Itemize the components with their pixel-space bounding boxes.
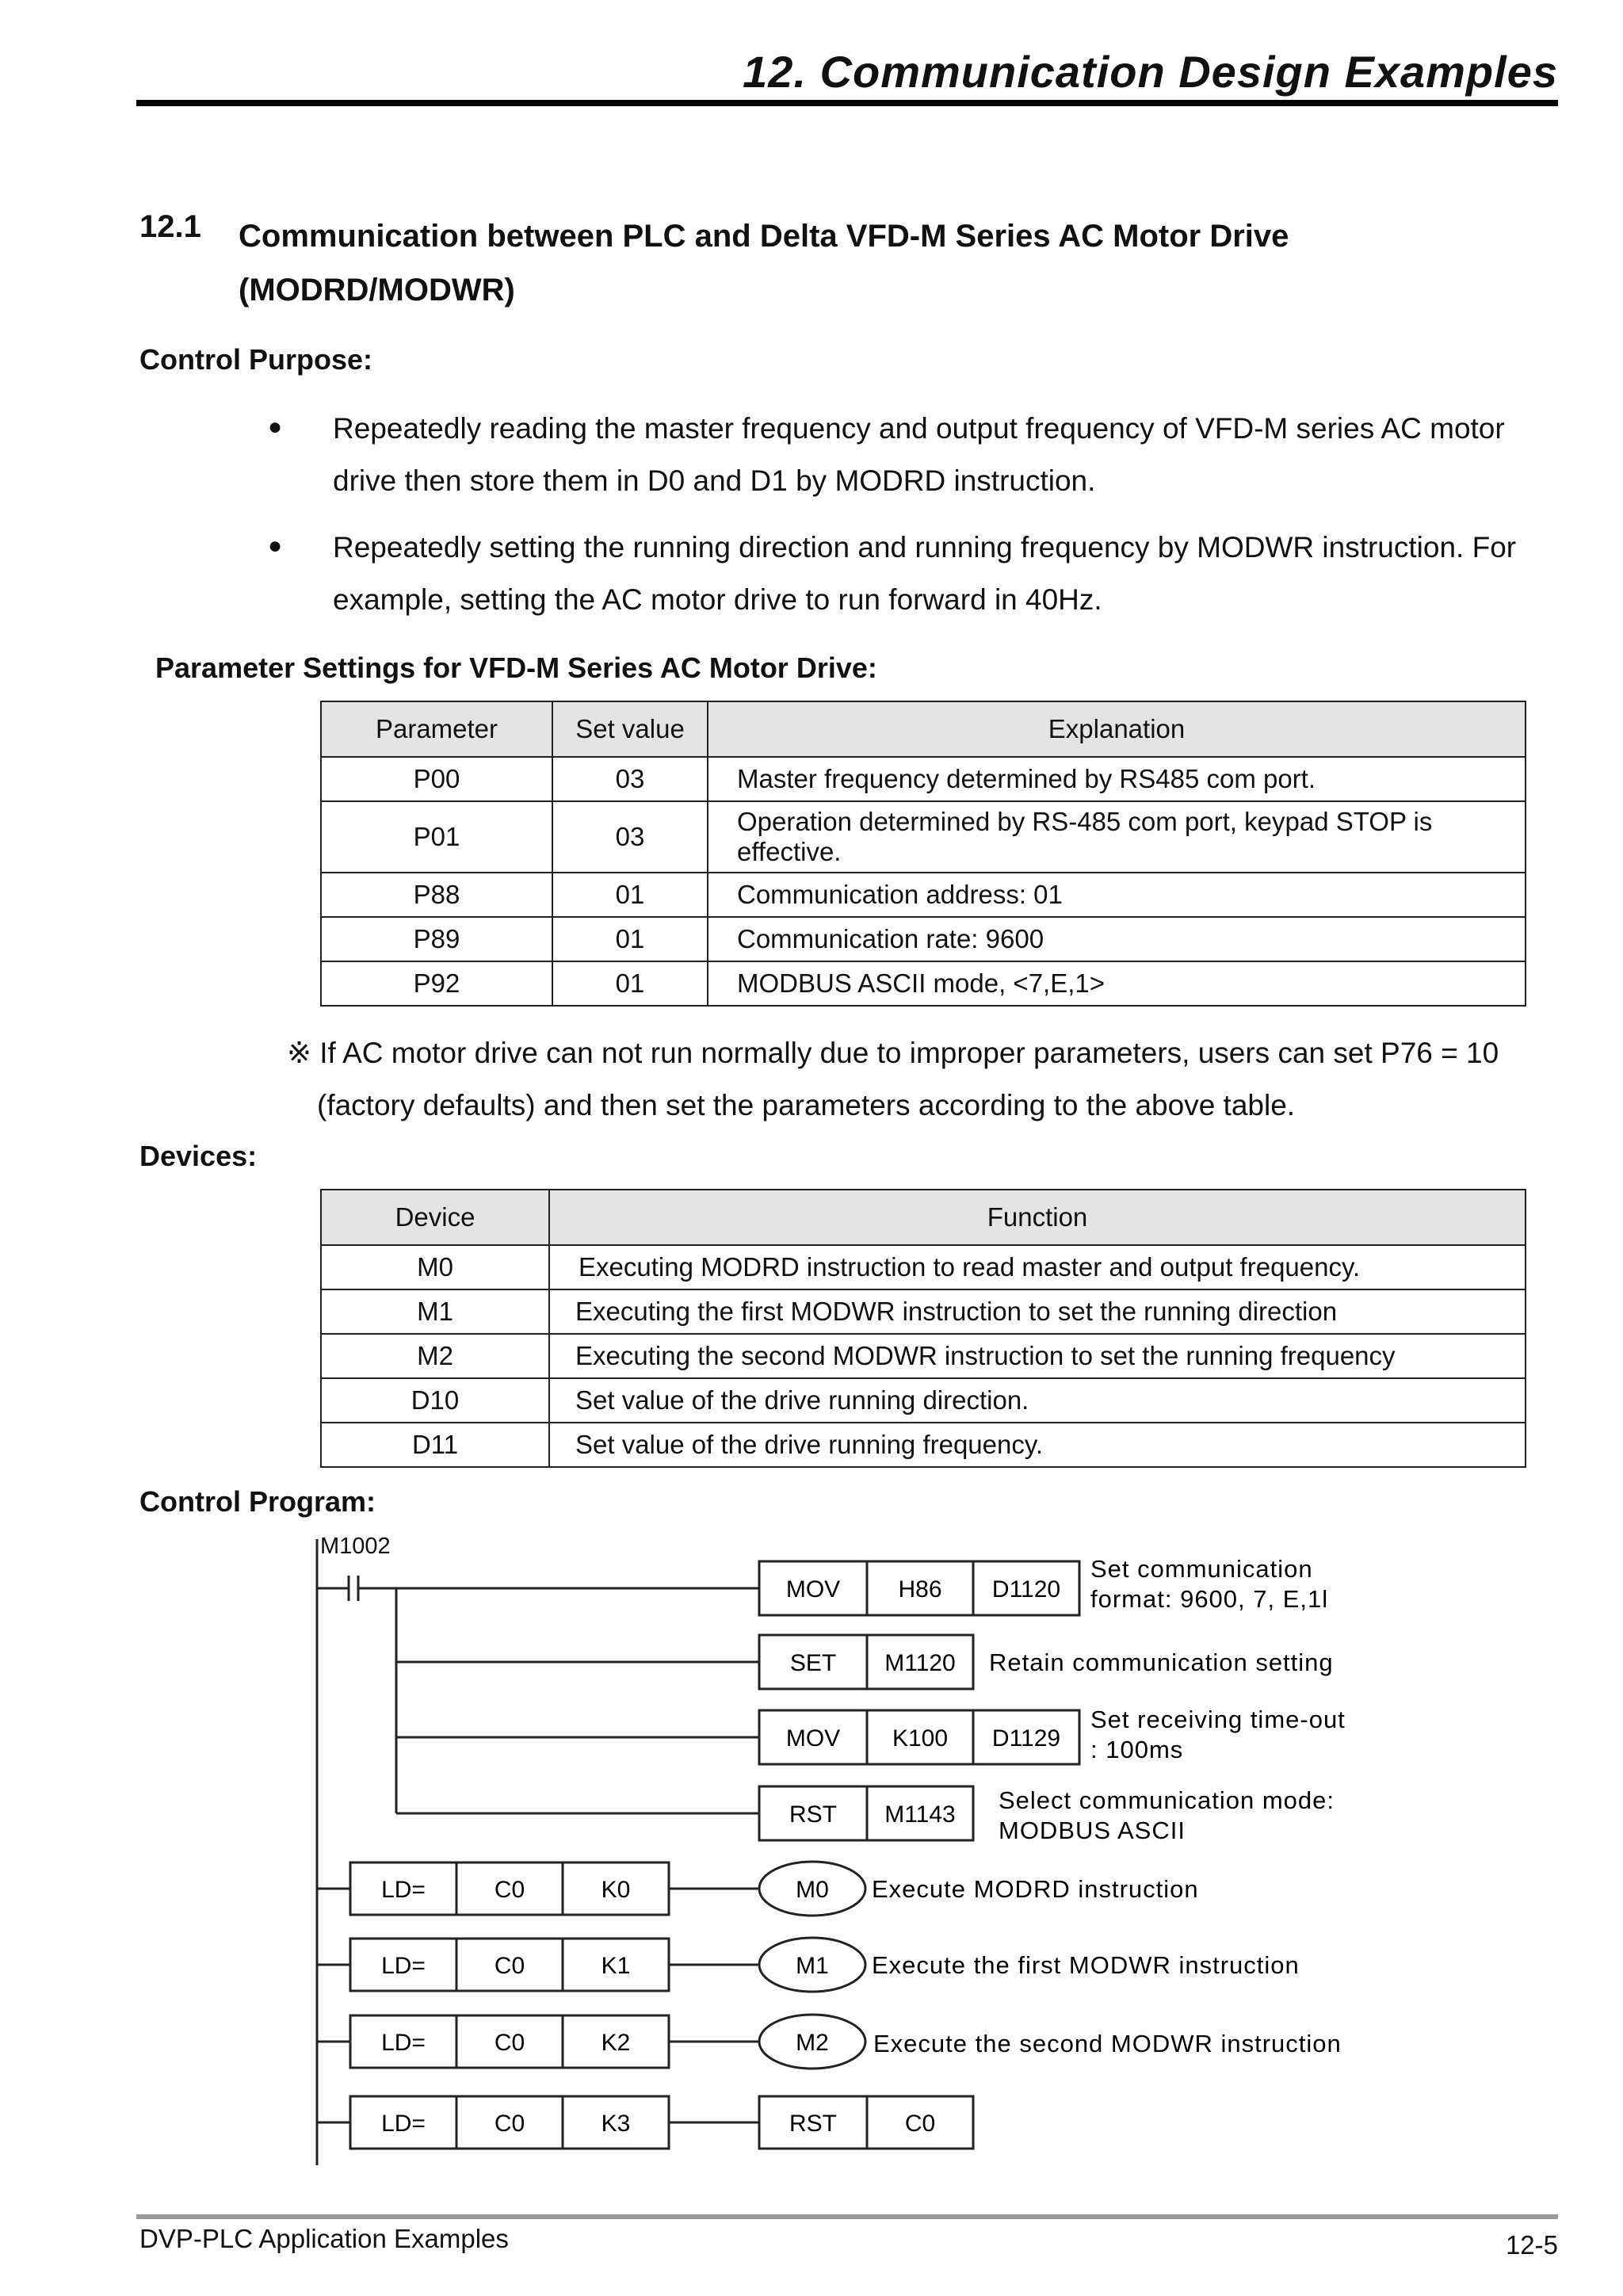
table-cell: D10 [321, 1378, 549, 1423]
compare-operand: LD= [381, 2030, 426, 2056]
table-cell: Communication address: 01 [708, 873, 1526, 917]
table-cell: P01 [321, 801, 552, 873]
table-cell: P89 [321, 917, 552, 961]
rung-comment: Execute MODRD instruction [872, 1875, 1199, 1903]
instruction-operand: MOV [785, 1725, 841, 1752]
purpose-bullet-2: Repeatedly setting the running direction and running frequency by MODWR instruction. For example, setting the AC motor drive to run forward in 40Hz. [333, 531, 1517, 616]
contact-label: M1002 [320, 1534, 391, 1559]
coil-label: M1 [796, 1953, 829, 1979]
section-number: 12.1 [139, 209, 201, 244]
table-cell: Set value of the drive running direction. [549, 1378, 1526, 1423]
table-cell: 01 [552, 873, 708, 917]
instruction-operand: RST [789, 1801, 837, 1828]
rung-comment: Select communication mode: [999, 1786, 1335, 1814]
table-cell: P92 [321, 961, 552, 1006]
compare-operand: K1 [601, 1953, 631, 1979]
instruction-operand: C0 [904, 2111, 936, 2137]
parameter-settings-heading: Parameter Settings for VFD-M Series AC Motor Drive: [155, 651, 877, 684]
column-header: Device [321, 1190, 549, 1245]
instruction-operand: K100 [892, 1725, 949, 1752]
bullet-icon: ● [268, 414, 283, 440]
table-cell: M1 [321, 1289, 549, 1334]
table-cell: Executing the second MODWR instruction to set the running frequency [549, 1334, 1526, 1378]
table-cell: D11 [321, 1423, 549, 1467]
control-purpose-heading: Control Purpose: [139, 343, 372, 376]
table-cell: P88 [321, 873, 552, 917]
compare-operand: C0 [494, 1877, 525, 1903]
rung-comment: : 100ms [1090, 1736, 1184, 1763]
compare-box [350, 1862, 669, 1915]
parameter-note: ※ If AC motor drive can not run normally due to improper parameters, users can set P76 = 10 (factory defaults) and then set the parameters according to the above table. [287, 1037, 1499, 1121]
devices-heading: Devices: [139, 1140, 258, 1172]
coil-label: M2 [796, 2030, 829, 2056]
table-cell: 03 [552, 757, 708, 801]
rung-comment: MODBUS ASCII [999, 1817, 1186, 1844]
control-program-heading: Control Program: [139, 1485, 376, 1518]
instruction-box [759, 2096, 973, 2149]
table-cell: 03 [552, 801, 708, 873]
compare-box [350, 1939, 669, 1991]
compare-operand: K3 [601, 2111, 631, 2137]
table-cell: M0 [321, 1245, 549, 1289]
footer-rule [136, 2214, 1558, 2219]
compare-operand: C0 [494, 2030, 525, 2056]
table-cell: P00 [321, 757, 552, 801]
instruction-operand: RST [789, 2111, 837, 2137]
table-cell: M2 [321, 1334, 549, 1378]
compare-operand: C0 [494, 1953, 525, 1979]
instruction-box [759, 1710, 1079, 1764]
instruction-operand: H86 [898, 1576, 942, 1603]
instruction-box [759, 1635, 973, 1689]
ladder-wires [317, 1539, 759, 2165]
compare-operand: LD= [381, 1953, 426, 1979]
column-header: Set value [552, 701, 708, 757]
instruction-operand: D1129 [991, 1725, 1061, 1752]
page-number: 12-5 [1505, 2230, 1558, 2260]
instruction-operand: M1143 [884, 1801, 956, 1828]
column-header: Parameter [321, 701, 552, 757]
compare-operand: LD= [381, 2111, 426, 2137]
compare-operand: K0 [601, 1877, 631, 1903]
instruction-operand: SET [789, 1650, 837, 1676]
table-cell: 01 [552, 961, 708, 1006]
column-header: Function [549, 1190, 1526, 1245]
table-cell: Executing MODRD instruction to read master and output frequency. [549, 1245, 1526, 1289]
rung-comment: Execute the second MODWR instruction [873, 2030, 1342, 2057]
instruction-box [759, 1786, 973, 1840]
page-header-title: 12. Communication Design Examples [743, 47, 1558, 97]
purpose-bullet-1: Repeatedly reading the master frequency and output frequency of VFD-M series AC motor drive then store them in D0 and D1 by MODRD instruction. [333, 412, 1505, 497]
instruction-box [759, 1561, 1079, 1615]
table-cell: 01 [552, 917, 708, 961]
instruction-operand: MOV [785, 1576, 841, 1603]
coil-label: M0 [796, 1877, 829, 1903]
compare-operand: K2 [601, 2030, 631, 2056]
table-cell: Operation determined by RS-485 com port, keypad STOP is effective. [708, 801, 1526, 873]
rung-comment: Retain communication setting [989, 1648, 1334, 1676]
rung-comment: format: 9600, 7, E,1l [1090, 1585, 1329, 1613]
bullet-icon: ● [268, 533, 283, 559]
rung-comment: Execute the first MODWR instruction [872, 1951, 1300, 1979]
compare-operand: C0 [494, 2111, 525, 2137]
table-cell: Master frequency determined by RS485 com port. [708, 757, 1526, 801]
table-cell: MODBUS ASCII mode, <7,E,1> [708, 961, 1526, 1006]
compare-box [350, 2096, 669, 2149]
table-cell: Executing the first MODWR instruction to set the running direction [549, 1289, 1526, 1334]
column-header: Explanation [708, 701, 1526, 757]
compare-operand: LD= [381, 1877, 426, 1903]
section-title: Communication between PLC and Delta VFD-M Series AC Motor Drive (MODRD/MODWR) [239, 219, 1289, 308]
compare-box [350, 2015, 669, 2068]
instruction-operand: M1120 [884, 1650, 956, 1676]
table-cell: Set value of the drive running frequency. [549, 1423, 1526, 1467]
rung-comment: Set receiving time-out [1090, 1706, 1346, 1733]
footer-title: DVP-PLC Application Examples [139, 2224, 509, 2253]
rung-comment: Set communication [1090, 1555, 1313, 1583]
instruction-operand: D1120 [991, 1576, 1061, 1603]
table-cell: Communication rate: 9600 [708, 917, 1526, 961]
